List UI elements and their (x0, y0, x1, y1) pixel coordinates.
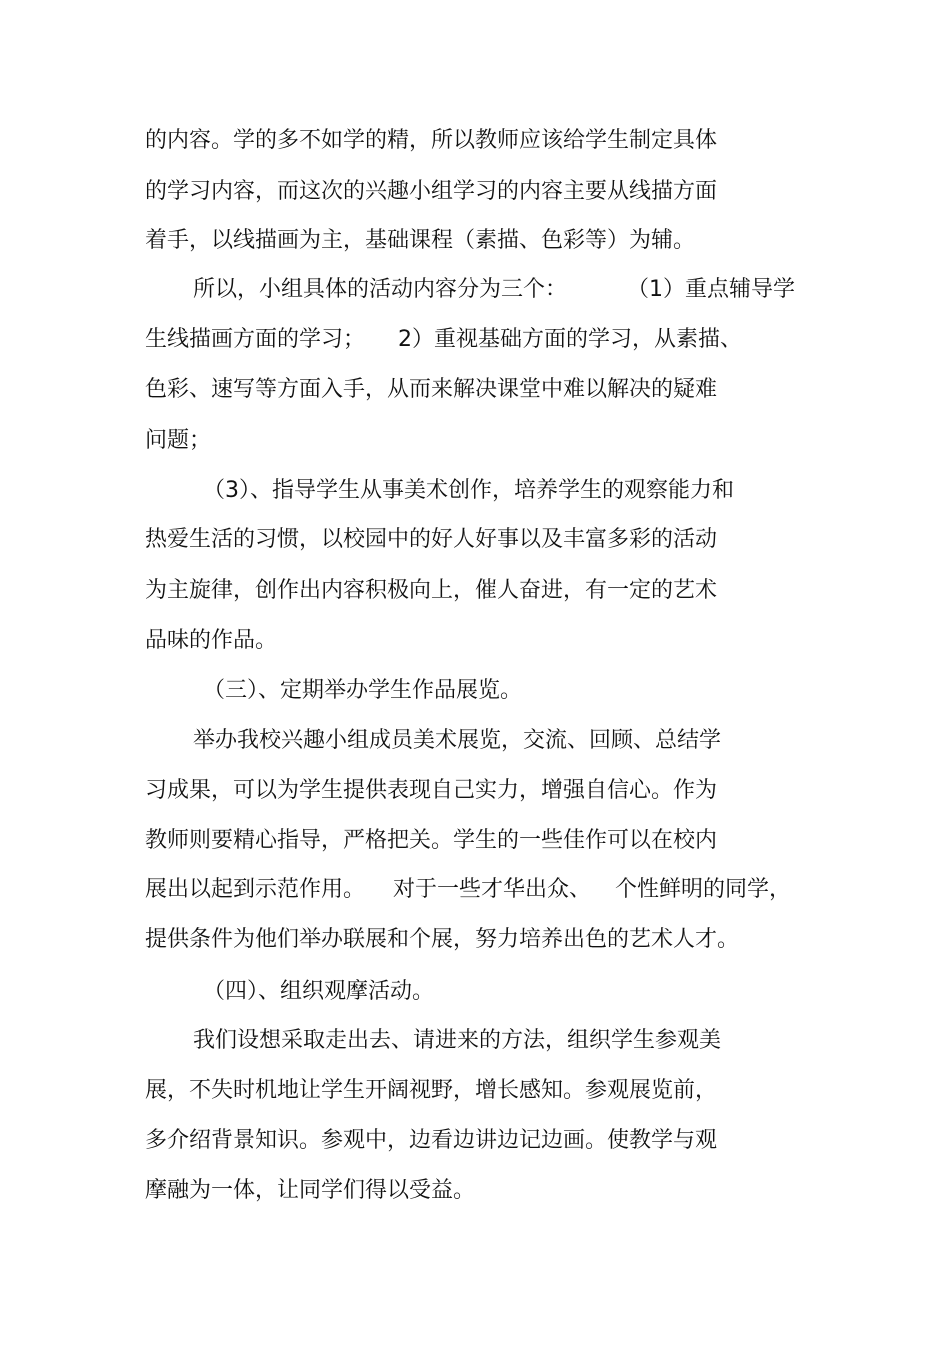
text-line: （3）、指导学生从事美术创作，培养学生的观察能力和 (203, 478, 734, 503)
text-line: 展，不失时机地让学生开阔视野，增长感知。参观展览前， (145, 1078, 718, 1103)
text-line: 为主旋律，创作出内容积极向上，催人奋进，有一定的艺术 (145, 578, 718, 603)
text-line: 摩融为一体，让同学们得以受益。 (145, 1178, 476, 1203)
section-heading: （四）、组织观摩活动。 (203, 979, 435, 1004)
text-line: 的内容。学的多不如学的精，所以教师应该给学生制定具体 (145, 128, 718, 153)
text-line: 对于一些才华出众、 (393, 877, 592, 902)
text-line: 问题； (145, 428, 212, 453)
section-heading: （三）、定期举办学生作品展览。 (203, 678, 523, 703)
text-line: 色彩、速写等方面入手，从而来解决课堂中难以解决的疑难 (145, 377, 718, 402)
text-line: 品味的作品。 (145, 628, 278, 653)
text-line: 生线描画方面的学习； (145, 327, 366, 352)
text-line: （1）重点辅导学 (627, 277, 795, 302)
text-line: 举办我校兴趣小组成员美术展览，交流、回顾、总结学 (193, 728, 722, 753)
text-line: 多介绍背景知识。参观中，边看边讲边记边画。使教学与观 (145, 1128, 718, 1153)
text-line: 所以，小组具体的活动内容分为三个： (193, 277, 568, 302)
text-line: 展出以起到示范作用。 (145, 877, 366, 902)
text-line: 着手，以线描画为主，基础课程（素描、色彩等）为辅。 (145, 228, 696, 253)
text-line: 个性鲜明的同学， (615, 877, 792, 902)
text-line: 习成果，可以为学生提供表现自己实力，增强自信心。作为 (145, 778, 718, 803)
text-line: 提供条件为他们举办联展和个展，努力培养出色的艺术人才。 (145, 927, 740, 952)
text-line: 的学习内容，而这次的兴趣小组学习的内容主要从线描方面 (145, 179, 718, 204)
text-line: 热爱生活的习惯，以校园中的好人好事以及丰富多彩的活动 (145, 527, 718, 552)
text-line: 我们设想采取走出去、请进来的方法，组织学生参观美 (193, 1028, 722, 1053)
text-line: 2）重视基础方面的学习，从素描、 (398, 327, 742, 352)
text-line: 教师则要精心指导，严格把关。学生的一些佳作可以在校内 (145, 828, 718, 853)
